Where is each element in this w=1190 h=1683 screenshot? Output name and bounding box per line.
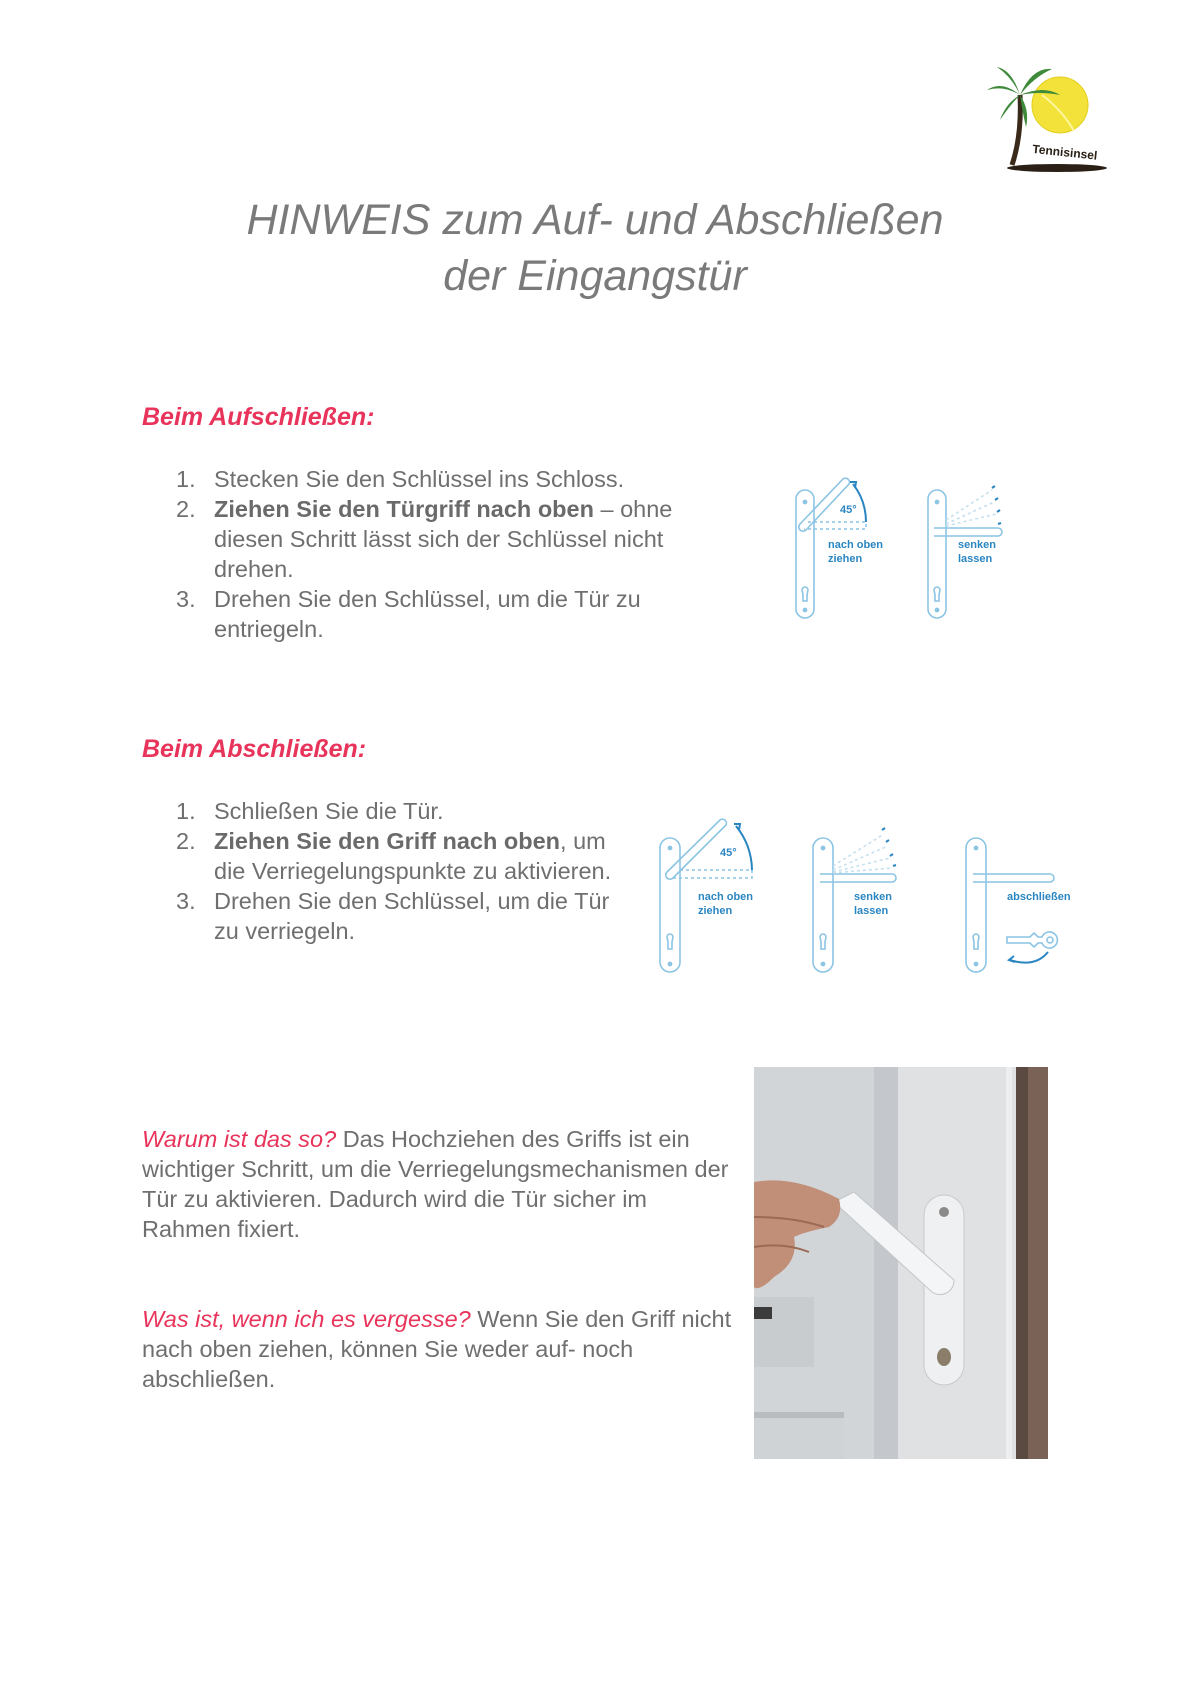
step-number: 2.: [176, 496, 196, 522]
faq-question: Was ist, wenn ich es vergesse?: [142, 1306, 471, 1332]
list-item: [142, 464, 742, 494]
step-text: Drehen Sie den Schlüssel, um die Tür zu entriegeln.: [214, 586, 641, 642]
step-text: Drehen Sie den Schlüssel, um die Tür zu verriegeln.: [214, 888, 610, 944]
door-handle-lowered-icon: [928, 486, 1002, 618]
door-handle-locked-icon: [966, 838, 1054, 972]
list-item: [142, 796, 632, 826]
lock-diagram: [650, 800, 1110, 975]
angle-label: 45°: [840, 504, 857, 516]
step-text: Stecken Sie den Schlüssel ins Schloss.: [214, 466, 625, 492]
label-pull-up-2: ziehen: [698, 905, 733, 917]
label-lower-2: lassen: [958, 553, 993, 565]
step-bold-text: Ziehen Sie den Griff nach oben: [214, 828, 561, 854]
step-number: 1.: [176, 798, 196, 824]
label-lock: abschließen: [1007, 891, 1071, 903]
faq-answer: Wenn Sie den Griff nicht nach oben ziehen, können Sie weder auf- noch abschließen.: [142, 1306, 732, 1392]
step-text: – ohne diesen Schritt lässt sich der Schlüssel nicht drehen.: [214, 496, 673, 582]
label-lower-1: senken: [854, 891, 892, 903]
tennisinsel-logo: [982, 55, 1107, 175]
faq-why: [142, 1124, 742, 1244]
step-bold-text: Ziehen Sie den Türgriff nach oben: [214, 496, 594, 522]
step-number: 2.: [176, 828, 196, 854]
list-item: [142, 584, 742, 644]
step-number: 3.: [176, 586, 196, 612]
step-text: , um die Verriegelungspunkte zu aktivieren.: [214, 828, 612, 884]
title-line-2: der Eingangstür: [443, 252, 747, 300]
label-pull-up-1: nach oben: [828, 539, 884, 551]
label-pull-up-2: ziehen: [828, 553, 863, 565]
door-handle-photo: [754, 1067, 1048, 1459]
unlock-steps: [142, 464, 742, 644]
key-icon: [1007, 932, 1057, 948]
step-text: Schließen Sie die Tür.: [214, 798, 444, 824]
lock-heading: Beim Abschließen:: [142, 735, 367, 763]
list-item: [142, 826, 632, 886]
unlock-heading: Beim Aufschließen:: [142, 403, 375, 431]
list-item: [142, 494, 742, 584]
page-title: [0, 192, 1190, 304]
rotate-arrow-icon: [1009, 952, 1048, 963]
faq-question: Warum ist das so?: [142, 1126, 337, 1152]
faq-forget: [142, 1304, 742, 1394]
faq-answer: Das Hochziehen des Griffs ist ein wichtiger Schritt, um die Verriegelungsmechanismen der Tür zu aktivieren. Dadurch wird die Tür sicher im Rahmen fixiert.: [142, 1126, 729, 1242]
label-lower-1: senken: [958, 539, 996, 551]
unlock-diagram: [780, 462, 1020, 622]
list-item: [142, 886, 632, 946]
label-pull-up-1: nach oben: [698, 891, 754, 903]
angle-label: 45°: [720, 847, 737, 859]
lock-steps: [142, 796, 632, 946]
step-number: 3.: [176, 888, 196, 914]
title-line-1: HINWEIS zum Auf- und Abschließen: [246, 196, 944, 244]
label-lower-2: lassen: [854, 905, 889, 917]
logo-text: Tennisinsel: [1031, 141, 1098, 163]
step-number: 1.: [176, 466, 196, 492]
